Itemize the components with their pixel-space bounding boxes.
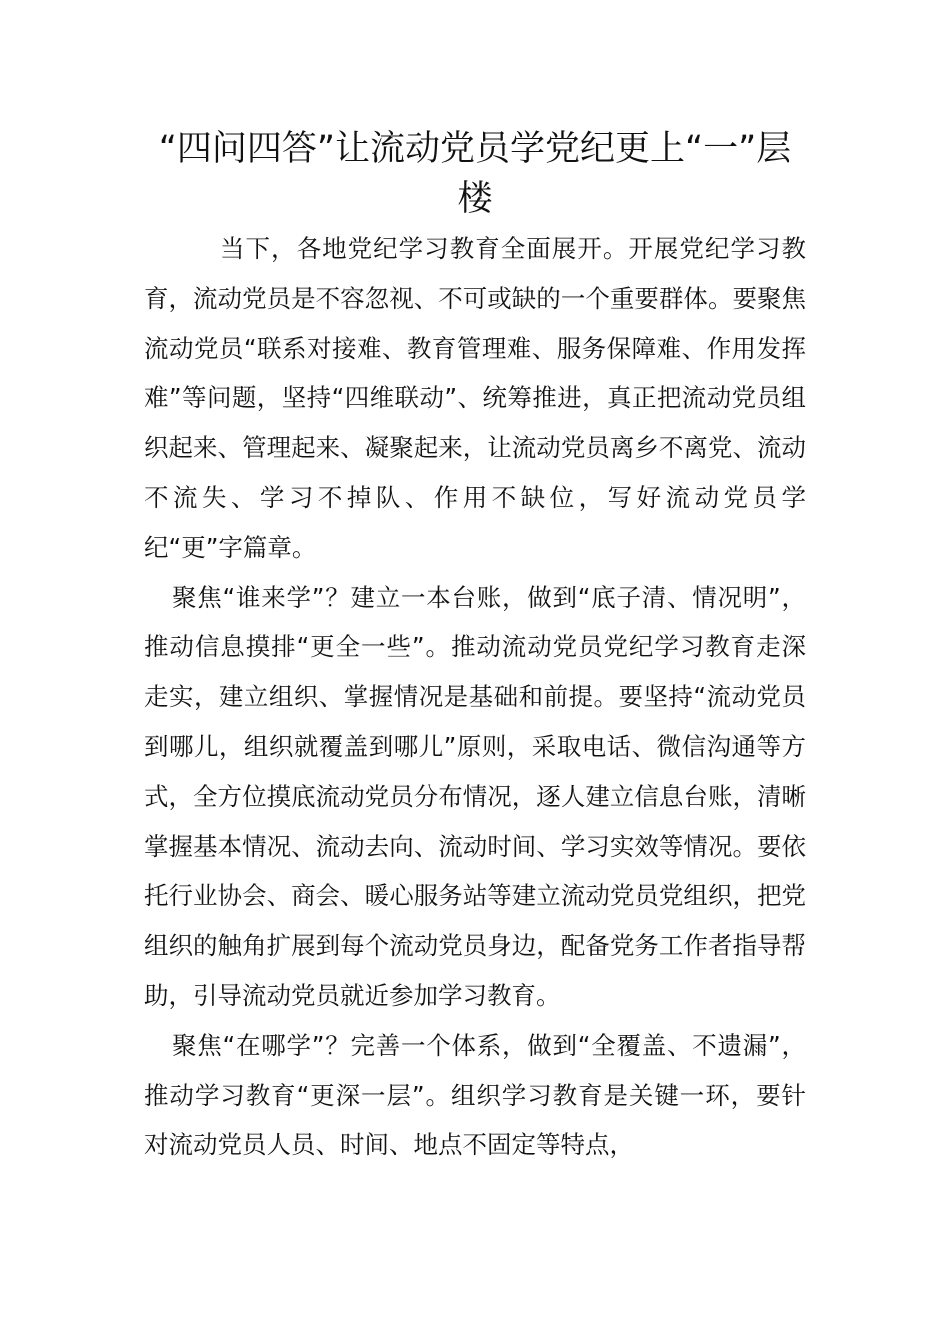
- paragraph-who-learns: 聚焦“谁来学”？建立一本台账，做到“底子清、情况明”，推动信息摸排“更全一些”。推动流动党员党纪学习教育走深走实，建立组织、掌握情况是基础和前提。要坚持“流动党员到哪儿，组织就覆盖到哪儿”原则，采取电话、微信沟通等方式，全方位摸底流动党员分布情况，逐人建立信息台账，清晰掌握基本情况、流动去向、流动时间、学习实效等情况。要依托行业协会、商会、暖心服务站等建立流动党员党组织，把党组织的触角扩展到每个流动党员身边，配备党务工作者指导帮助，引导流动党员就近参加学习教育。: [144, 582, 806, 1010]
- paragraph-where-learn: 聚焦“在哪学”？完善一个体系，做到“全覆盖、不遗漏”，推动学习教育“更深一层”。组织学习教育是关键一环，要针对流动党员人员、时间、地点不固定等特点，: [144, 1030, 806, 1160]
- document-page: [144, 124, 806, 1170]
- paragraph-intro: 当下，各地党纪学习教育全面展开。开展党纪学习教育，流动党员是不容忽视、不可或缺的一个重要群体。要聚焦流动党员“联系对接难、教育管理难、服务保障难、作用发挥难”等问题，坚持“四维联动”、统筹推进，真正把流动党员组织起来、管理起来、凝聚起来，让流动党员离乡不离党、流动不流失、学习不掉队、作用不缺位，写好流动党员学纪“更”字篇章。: [144, 234, 806, 562]
- document-title: “四问四答”让流动党员学党纪更上“一”层楼: [158, 129, 792, 219]
